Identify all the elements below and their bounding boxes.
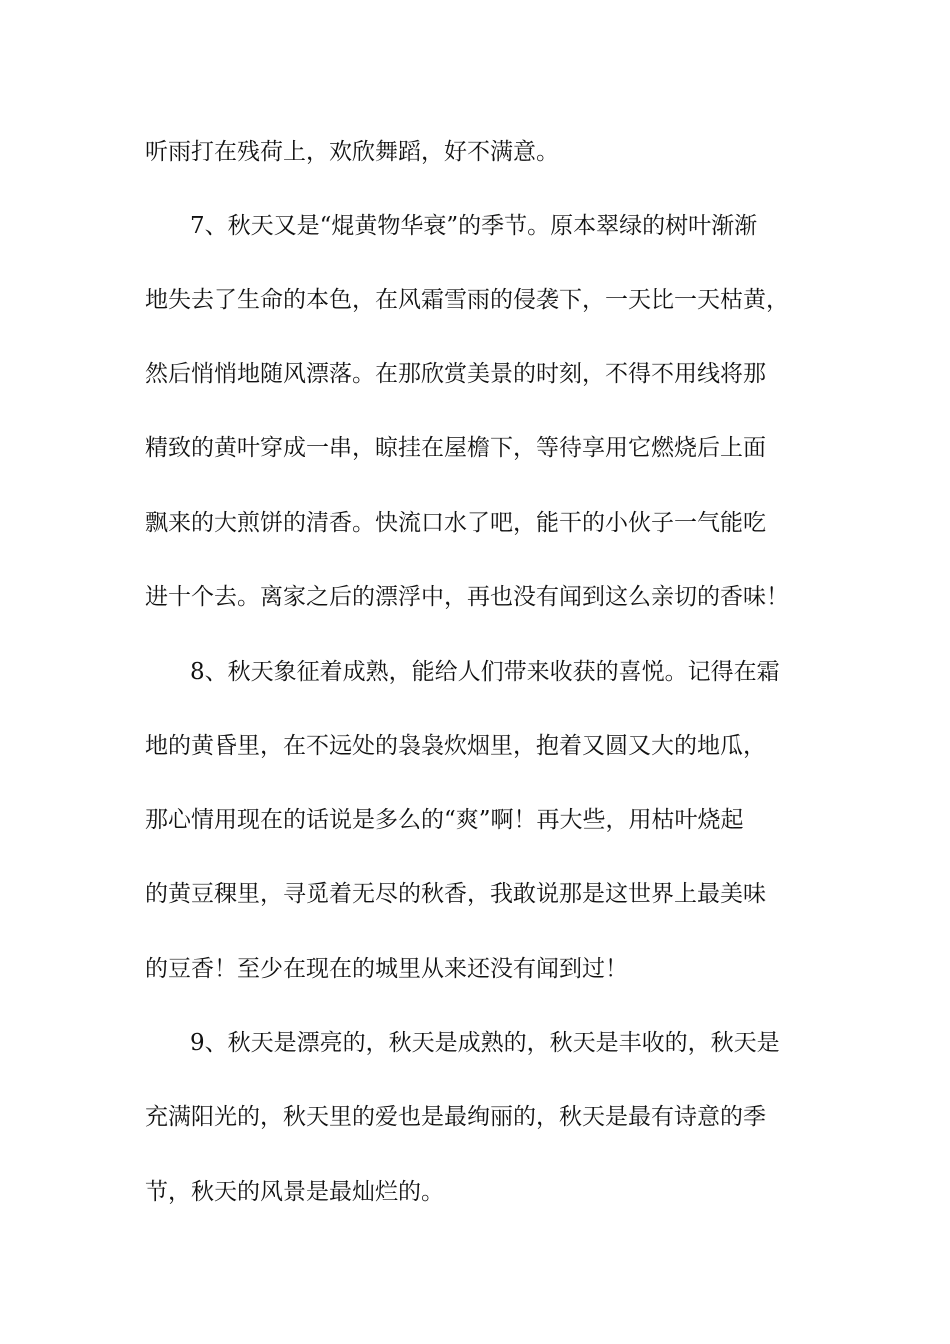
text-line: 然后悄悄地随风漂落。在那欣赏美景的时刻，不得不用线将那 [145,361,766,387]
paragraph-8-start: 8、秋天象征着成熟，能给人们带来收获的喜悦。记得在霜 [190,659,780,685]
text-line: 充满阳光的，秋天里的爱也是最绚丽的，秋天是最有诗意的季 [145,1104,766,1130]
paragraph-9-start: 9、秋天是漂亮的，秋天是成熟的，秋天是丰收的，秋天是 [190,1030,780,1056]
text-line: 精致的黄叶穿成一串，晾挂在屋檐下，等待享用它燃烧后上面 [145,435,766,461]
text-line: 的黄豆稞里，寻觅着无尽的秋香，我敢说那是这世界上最美味 [145,881,766,907]
text-line: 地的黄昏里，在不远处的袅袅炊烟里，抱着又圆又大的地瓜， [145,733,766,759]
text-line: 的豆香！至少在现在的城里从来还没有闻到过！ [145,956,628,982]
text-line: 飘来的大煎饼的清香。快流口水了吧，能干的小伙子一气能吃 [145,510,766,536]
paragraph-7-start: 7、秋天又是“焜黄物华衰”的季节。原本翠绿的树叶渐渐 [190,213,758,239]
text-line: 听雨打在残荷上，欢欣舞蹈，好不满意。 [145,139,559,165]
text-line: 地失去了生命的本色，在风霜雪雨的侵袭下，一天比一天枯黄， [145,287,789,313]
text-line: 进十个去。离家之后的漂浮中，再也没有闻到这么亲切的香味！ [145,584,789,610]
text-line: 节，秋天的风景是最灿烂的。 [145,1179,444,1205]
text-line: 那心情用现在的话说是多么的“爽”啊！再大些，用枯叶烧起 [145,807,744,833]
